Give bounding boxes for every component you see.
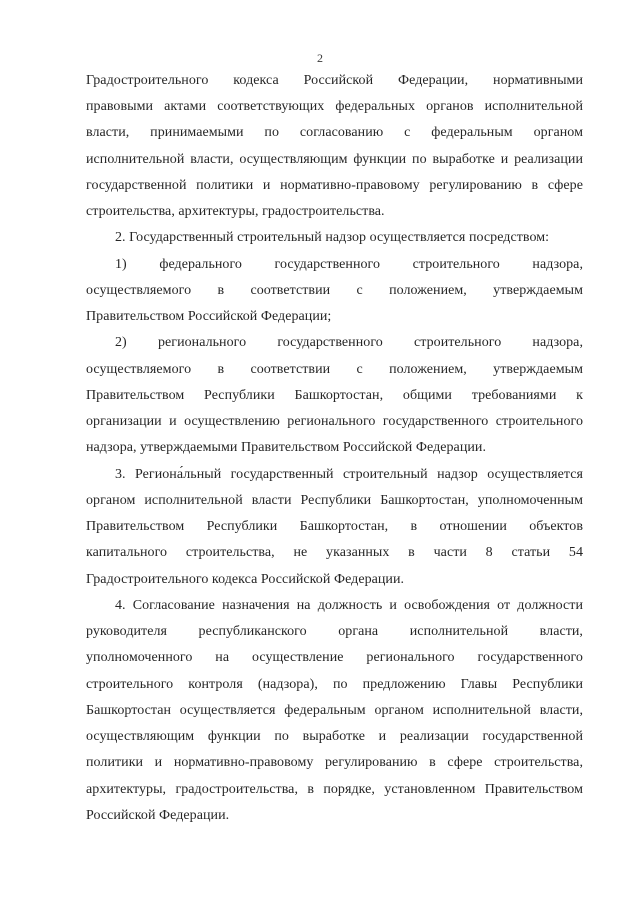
text-line: органом исполнительной власти Республики Башкортостан, уполномоченным: [86, 493, 583, 508]
text-line: политики и нормативно-правовому регулированию в сфере строительства,: [86, 755, 583, 770]
text-line: власти, принимаемыми по согласованию с федеральным органом: [86, 125, 583, 140]
page-number: 2: [317, 51, 323, 65]
text-line: Правительством Республики Башкортостан, в отношении объектов: [86, 519, 583, 534]
text-line: капитального строительства, не указанных в части 8 статьи 54: [86, 545, 583, 560]
text-line: 3. Региона́льный государственный строительный надзор осуществляется: [115, 467, 583, 482]
text-line: руководителя республиканского органа исполнительной власти,: [86, 624, 583, 639]
text-line: 2) регионального государственного строительного надзора,: [115, 335, 583, 350]
text-line: государственной политики и нормативно-правовому регулированию в сфере: [86, 178, 583, 193]
text-line: строительства, архитектуры, градостроительства.: [86, 204, 385, 219]
text-line: уполномоченного на осуществление регионального государственного: [86, 650, 583, 665]
text-line: 4. Согласование назначения на должность и освобождения от должности: [115, 598, 583, 613]
text-line: Градостроительного кодекса Российской Федерации, нормативными: [86, 73, 583, 88]
text-line: осуществляемого в соответствии с положением, утверждаемым: [86, 362, 583, 377]
text-line: осуществляемого в соответствии с положением, утверждаемым: [86, 283, 583, 298]
text-line: осуществляющим функции по выработке и реализации государственной: [86, 729, 583, 744]
text-line: архитектуры, градостроительства, в порядке, установленном Правительством: [86, 782, 583, 797]
text-line: Башкортостан осуществляется федеральным органом исполнительной власти,: [86, 703, 583, 718]
text-line: строительного контроля (надзора), по предложению Главы Республики: [86, 677, 583, 692]
text-line: надзора, утверждаемыми Правительством Российской Федерации.: [86, 440, 486, 455]
text-line: организации и осуществлению регионального государственного строительного: [86, 414, 583, 429]
text-line: Российской Федерации.: [86, 808, 230, 823]
text-line: исполнительной власти, осуществляющим функции по выработке и реализации: [86, 152, 583, 167]
text-line: правовыми актами соответствующих федеральных органов исполнительной: [86, 99, 583, 114]
text-line: Правительством Российской Федерации;: [86, 309, 332, 324]
text-line: 1) федерального государственного строительного надзора,: [115, 257, 583, 272]
text-line: Градостроительного кодекса Российской Федерации.: [86, 572, 405, 587]
text-line: Правительством Республики Башкортостан, общими требованиями к: [86, 388, 583, 403]
text-line: 2. Государственный строительный надзор осуществляется посредством:: [115, 230, 550, 245]
